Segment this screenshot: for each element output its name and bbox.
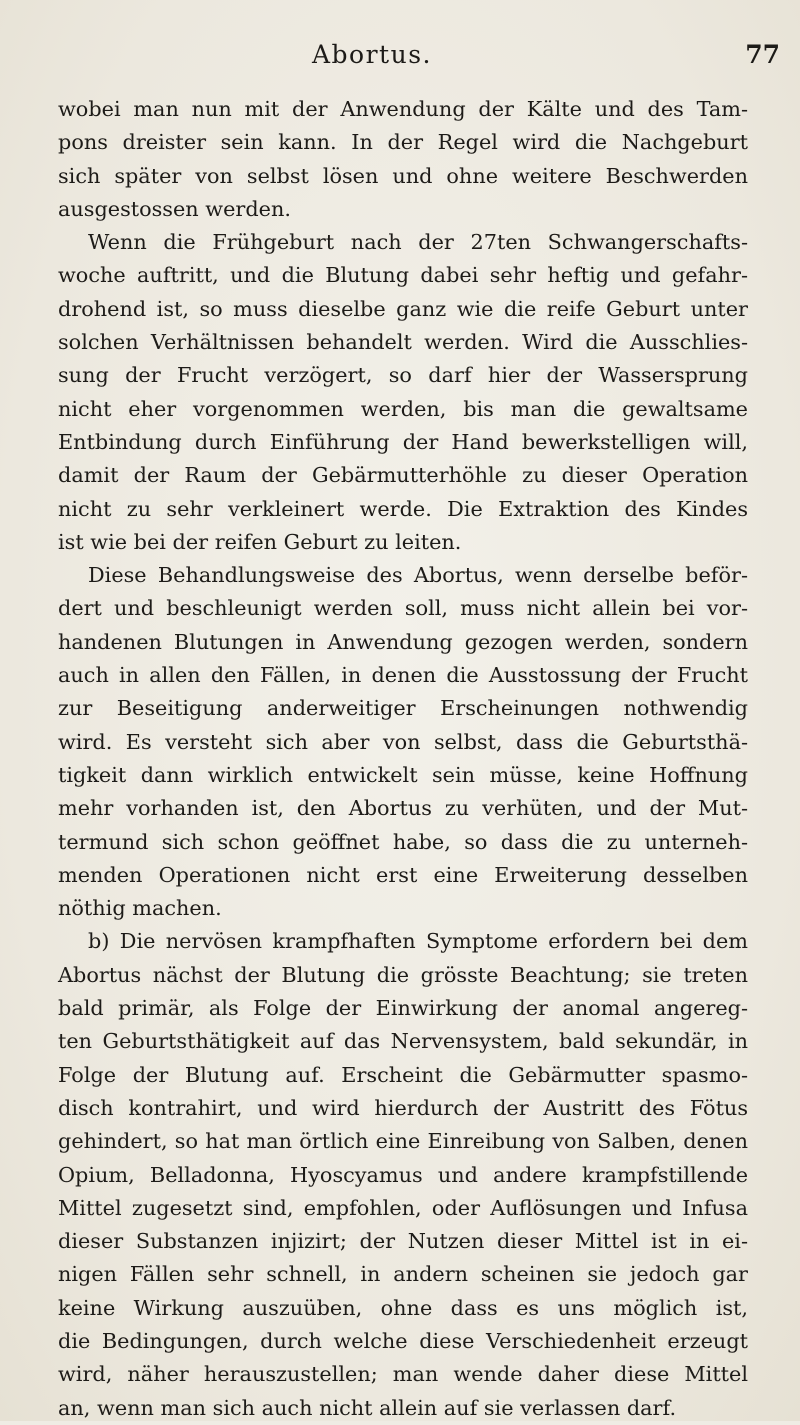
text-line: menden Operationen nicht erst eine Erweiterung desselben bbox=[58, 862, 748, 887]
text-line: Folge der Blutung auf. Erscheint die Gebärmutter spasmo- bbox=[58, 1062, 748, 1087]
text-line: dieser Substanzen injizirt; der Nutzen dieser Mittel ist in ei- bbox=[58, 1229, 748, 1254]
text-line: bald primär, als Folge der Einwirkung der anomal angereg- bbox=[58, 996, 748, 1021]
text-line: disch kontrahirt, und wird hierdurch der Austritt des Fötus bbox=[58, 1095, 748, 1120]
text-line: tigkeit dann wirklich entwickelt sein müsse, keine Hoffnung bbox=[58, 762, 748, 787]
page-number: 77 bbox=[745, 40, 780, 69]
body-text bbox=[58, 93, 748, 1425]
text-line: nigen Fällen sehr schnell, in andern scheinen sie jedoch gar bbox=[58, 1262, 748, 1287]
text-line: Mittel zugesetzt sind, empfohlen, oder Auflösungen und Infusa bbox=[58, 1195, 748, 1220]
text-line: termund sich schon geöffnet habe, so dass die zu unterneh- bbox=[58, 829, 748, 854]
text-line: mehr vorhanden ist, den Abortus zu verhüten, und der Mut- bbox=[58, 796, 748, 821]
text-line: ausgestossen werden. bbox=[58, 196, 291, 221]
text-line: an, wenn man sich auch nicht allein auf sie verlassen darf. bbox=[58, 1395, 677, 1420]
text-line: Wenn die Frühgeburt nach der 27ten Schwangerschafts- bbox=[88, 230, 748, 255]
text-line: sich später von selbst lösen und ohne weitere Beschwerden bbox=[58, 163, 748, 188]
text-line: wird, näher herauszustellen; man wende daher diese Mittel bbox=[58, 1362, 748, 1387]
text-line: nicht zu sehr verkleinert werde. Die Extraktion des Kindes bbox=[58, 496, 748, 521]
text-line: damit der Raum der Gebärmutterhöhle zu dieser Operation bbox=[58, 463, 748, 488]
text-line: dert und beschleunigt werden soll, muss nicht allein bei vor- bbox=[58, 596, 748, 621]
text-line: wobei man nun mit der Anwendung der Kälte und des Tam- bbox=[58, 97, 748, 121]
text-line: zur Beseitigung anderweitiger Erscheinungen nothwendig bbox=[58, 696, 748, 721]
text-line: ten Geburtsthätigkeit auf das Nervensystem, bald sekundär, in bbox=[58, 1029, 748, 1054]
text-line: nöthig machen. bbox=[58, 896, 222, 921]
text-line: gehindert, so hat man örtlich eine Einreibung von Salben, denen bbox=[58, 1129, 748, 1154]
text-line: Abortus nächst der Blutung die grösste Beachtung; sie treten bbox=[58, 962, 748, 987]
text-line: Entbindung durch Einführung der Hand bewerkstelligen will, bbox=[58, 429, 748, 454]
text-line: Diese Behandlungsweise des Abortus, wenn derselbe beför- bbox=[88, 563, 748, 588]
text-line: die Bedingungen, durch welche diese Verschiedenheit erzeugt bbox=[58, 1328, 748, 1353]
text-line: pons dreister sein kann. In der Regel wird die Nachgeburt bbox=[58, 130, 748, 155]
running-head bbox=[62, 40, 792, 76]
text-line: b) Die nervösen krampfhaften Symptome erfordern bei dem bbox=[88, 929, 748, 954]
text-line: sung der Frucht verzögert, so darf hier der Wassersprung bbox=[58, 363, 748, 388]
text-line: solchen Verhältnissen behandelt werden. Wird die Ausschlies- bbox=[58, 330, 748, 355]
text-line: woche auftritt, und die Blutung dabei sehr heftig und gefahr- bbox=[58, 263, 748, 288]
text-line: keine Wirkung auszuüben, ohne dass es uns möglich ist, bbox=[58, 1295, 748, 1320]
text-line: auch in allen den Fällen, in denen die Ausstossung der Frucht bbox=[58, 663, 748, 688]
text-line: Opium, Belladonna, Hyoscyamus und andere krampfstillende bbox=[58, 1162, 748, 1187]
text-line: wird. Es versteht sich aber von selbst, dass die Geburtsthä- bbox=[58, 729, 748, 754]
text-line: nicht eher vorgenommen werden, bis man die gewaltsame bbox=[58, 396, 748, 421]
text-line: drohend ist, so muss dieselbe ganz wie die reife Geburt unter bbox=[58, 296, 748, 321]
text-line: ist wie bei der reifen Geburt zu leiten. bbox=[58, 529, 462, 554]
text-line: handenen Blutungen in Anwendung gezogen werden, sondern bbox=[58, 629, 748, 654]
running-title: Abortus. bbox=[312, 40, 432, 69]
